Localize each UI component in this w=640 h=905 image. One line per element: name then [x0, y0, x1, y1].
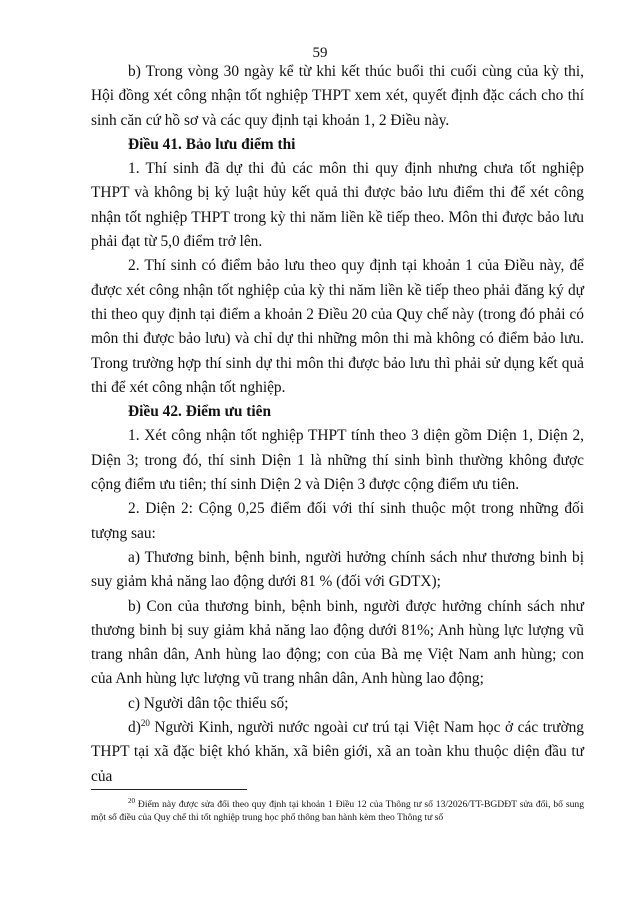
footnote-marker: 20	[128, 796, 135, 805]
article-42-point-b: b) Con của thương binh, bệnh binh, người được hưởng chính sách như thương binh bị suy giảm khả năng lao động dưới 81%; Anh hùng lực lượng vũ trang nhân dân, Anh hùng lao động; con của Bà mẹ Việt Nam anh hùng; con của Anh hùng lực lượng vũ trang nhân dân, Anh hùng lao động;	[91, 597, 584, 688]
footnote-separator	[91, 789, 247, 790]
body-text	[91, 60, 584, 789]
point-d-text: Người Kinh, người nước ngoài cư trú tại Việt Nam học ở các trường THPT tại xã đặc biệt khó khăn, xã biên giới, xã an toàn khu thuộc diện đầu tư của	[91, 719, 584, 785]
article-42-point-d	[91, 716, 584, 789]
article-41-clause-1: 1. Thí sinh đã dự thi đủ các môn thi quy định nhưng chưa tốt nghiệp THPT và không bị kỷ luật hủy kết quả thi được bảo lưu điểm thi để xét công nhận tốt nghiệp THPT trong kỳ thi năm liền kề tiếp theo. Môn thi được bảo lưu phải đạt từ 5,0 điểm trở lên.	[91, 160, 584, 251]
article-41-heading: Điều 41. Bảo lưu điểm thi	[128, 135, 296, 153]
footnote-reference[interactable]: 20	[140, 717, 150, 728]
article-42-clause-1: 1. Xét công nhận tốt nghiệp THPT tính theo 3 diện gồm Diện 1, Diện 2, Diện 3; trong đó, thí sinh Diện 1 là những thí sinh bình thường không được cộng điểm ưu tiên; thí sinh Diện 2 và Diện 3 được cộng điểm ưu tiên.	[91, 427, 584, 494]
point-d-lead: d)	[128, 719, 141, 737]
paragraph-1b: b) Trong vòng 30 ngày kể từ khi kết thúc buổi thi cuối cùng của kỳ thi, Hội đồng xét công nhận tốt nghiệp THPT xem xét, quyết định đặc cách cho thí sinh căn cứ hồ sơ và các quy định tại khoản 1, 2 Điều này.	[91, 63, 584, 129]
article-42-clause-2: 2. Diện 2: Cộng 0,25 điểm đối với thí sinh thuộc một trong những đối tượng sau:	[91, 500, 584, 542]
article-42-heading: Điều 42. Điểm ưu tiên	[128, 403, 272, 421]
article-41-clause-2: 2. Thí sinh có điểm bảo lưu theo quy định tại khoản 1 của Điều này, để được xét công nhận tốt nghiệp của kỳ thi năm liền kề tiếp theo phải đăng ký dự thi theo quy định tại điểm a khoản 2 Điều 20 của Quy chế này (trong đó phải có môn thi được bảo lưu) và chỉ dự thi những môn thi mà không có điểm bảo lưu. Trong trường hợp thí sinh dự thi môn thi được bảo lưu thì phải sử dụng kết quả thi để xét công nhận tốt nghiệp.	[91, 257, 584, 396]
footnote	[91, 798, 584, 824]
page-number: 59	[312, 45, 328, 61]
article-42-point-c: c) Người dân tộc thiểu số;	[128, 694, 289, 712]
article-42-point-a: a) Thương binh, bệnh binh, người hưởng chính sách như thương binh bị suy giảm khả năng lao động dưới 81 % (đối với GDTX);	[91, 548, 584, 591]
footnote-text: Điểm này được sửa đổi theo quy định tại khoản 1 Điều 12 của Thông tư số 13/2026/TT-BGDĐT sửa đổi, bổ sung một số điều của Quy chế thi tốt nghiệp trung học phổ thông ban hành kèm theo Thông tư số	[91, 799, 584, 823]
